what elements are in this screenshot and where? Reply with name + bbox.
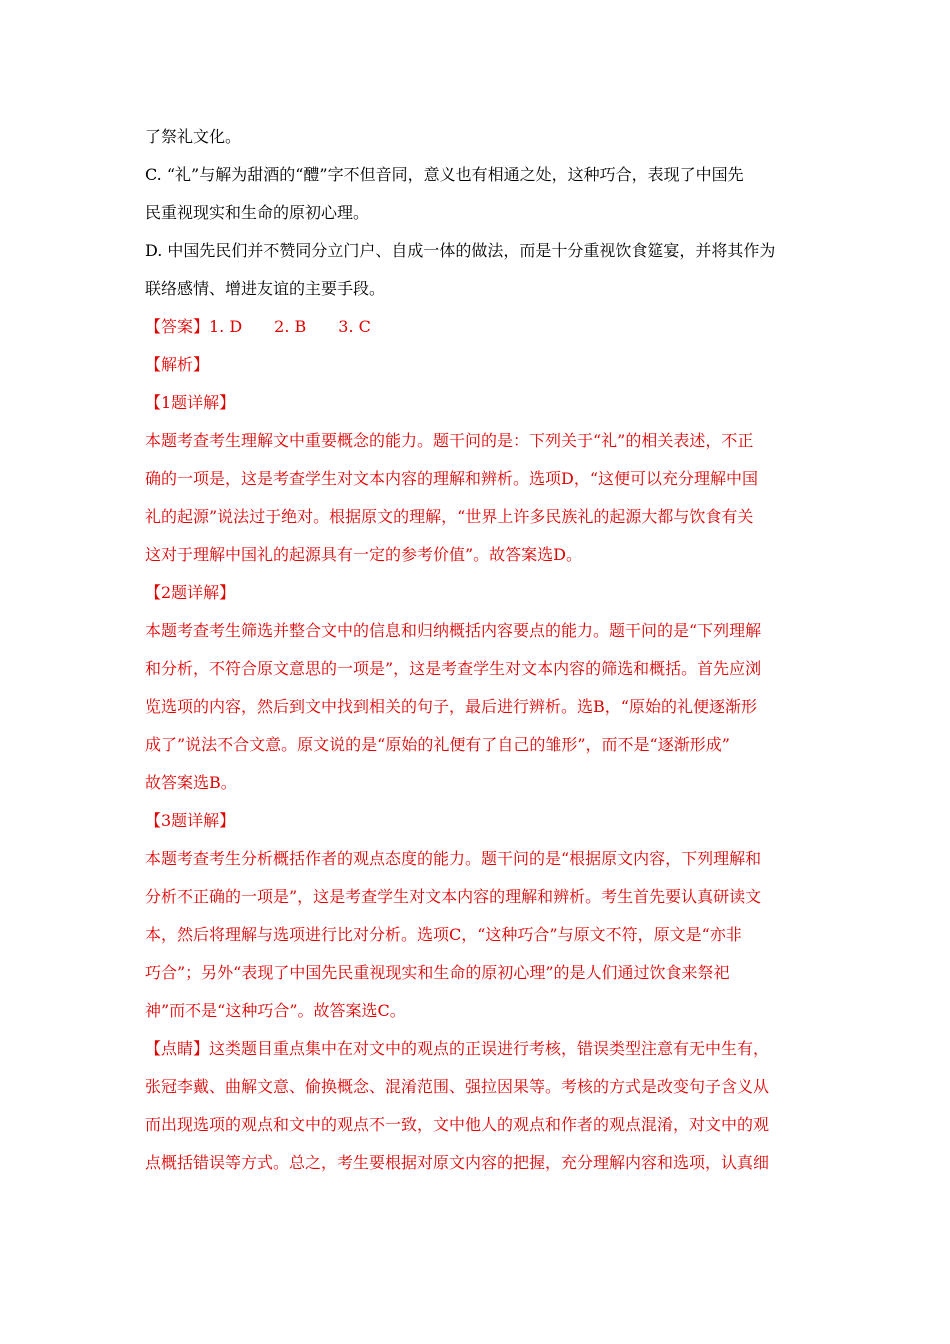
q3-line: 本题考查考生分析概括作者的观点态度的能力。题干问的是“根据原文内容，下列理解和 xyxy=(145,849,762,868)
q1-heading: 【1题详解】 xyxy=(145,393,236,412)
tip-line: 张冠李戴、曲解文意、偷换概念、混淆范围、强拉因果等。考核的方式是改变句子含义从 xyxy=(145,1077,770,1096)
q1-line: 礼的起源”说法过于绝对。根据原文的理解，“世界上许多民族礼的起源大都与饮食有关 xyxy=(145,507,754,526)
q1-line: 这对于理解中国礼的起源具有一定的参考价值”。故答案选D。 xyxy=(145,545,583,564)
option-d-line-1: D. 中国先民们并不赞同分立门户、自成一体的做法，而是十分重视饮食筵宴，并将其作为 xyxy=(145,241,776,260)
q3-line: 分析不正确的一项是”，这是考查学生对文本内容的理解和辨析。考生首先要认真研读文 xyxy=(145,887,762,906)
q3-line: 本，然后将理解与选项进行比对分析。选项C，“这种巧合”与原文不符，原文是“亦非 xyxy=(145,925,742,944)
q2-heading: 【2题详解】 xyxy=(145,583,236,602)
document-page xyxy=(145,118,810,1182)
q2-line: 本题考查考生筛选并整合文中的信息和归纳概括内容要点的能力。题干问的是“下列理解 xyxy=(145,621,762,640)
q2-line: 成了”说法不合文意。原文说的是“原始的礼便有了自己的雏形”，而不是“逐渐形成” xyxy=(145,735,730,754)
tip-line: 【点睛】这类题目重点集中在对文中的观点的正误进行考核，错误类型注意有无中生有， xyxy=(145,1039,770,1058)
option-b-tail: 了祭礼文化。 xyxy=(145,127,242,146)
tip-line: 而出现选项的观点和文中的观点不一致，文中他人的观点和作者的观点混淆，对文中的观 xyxy=(145,1115,770,1134)
option-c-line-1: C. “礼”与解为甜酒的“醴”字不但音同，意义也有相通之处，这种巧合，表现了中国先 xyxy=(145,165,744,184)
q2-line: 和分析，不符合原文意思的一项是”，这是考查学生对文本内容的筛选和概括。首先应浏 xyxy=(145,659,762,678)
q2-line: 故答案选B。 xyxy=(145,773,237,792)
q1-line: 确的一项是，这是考查学生对文本内容的理解和辨析。选项D，“这便可以充分理解中国 xyxy=(145,469,759,488)
q1-line: 本题考查考生理解文中重要概念的能力。题干问的是：下列关于“礼”的相关表述，不正 xyxy=(145,431,754,450)
q3-heading: 【3题详解】 xyxy=(145,811,236,830)
q2-line: 览选项的内容，然后到文中找到相关的句子，最后进行辨析。选B，“原始的礼便逐渐形 xyxy=(145,697,757,716)
option-d-line-2: 联络感情、增进友谊的主要手段。 xyxy=(145,279,386,298)
answer-key: 【答案】1. D 2. B 3. C xyxy=(145,317,371,336)
option-c-line-2: 民重视现实和生命的原初心理。 xyxy=(145,203,370,222)
q3-line: 巧合”；另外“表现了中国先民重视现实和生命的原初心理”的是人们通过饮食来祭祀 xyxy=(145,963,730,982)
q3-line: 神”而不是“这种巧合”。故答案选C。 xyxy=(145,1001,406,1020)
analysis-heading: 【解析】 xyxy=(145,355,210,374)
tip-line: 点概括错误等方式。总之，考生要根据对原文内容的把握，充分理解内容和选项，认真细 xyxy=(145,1153,770,1172)
